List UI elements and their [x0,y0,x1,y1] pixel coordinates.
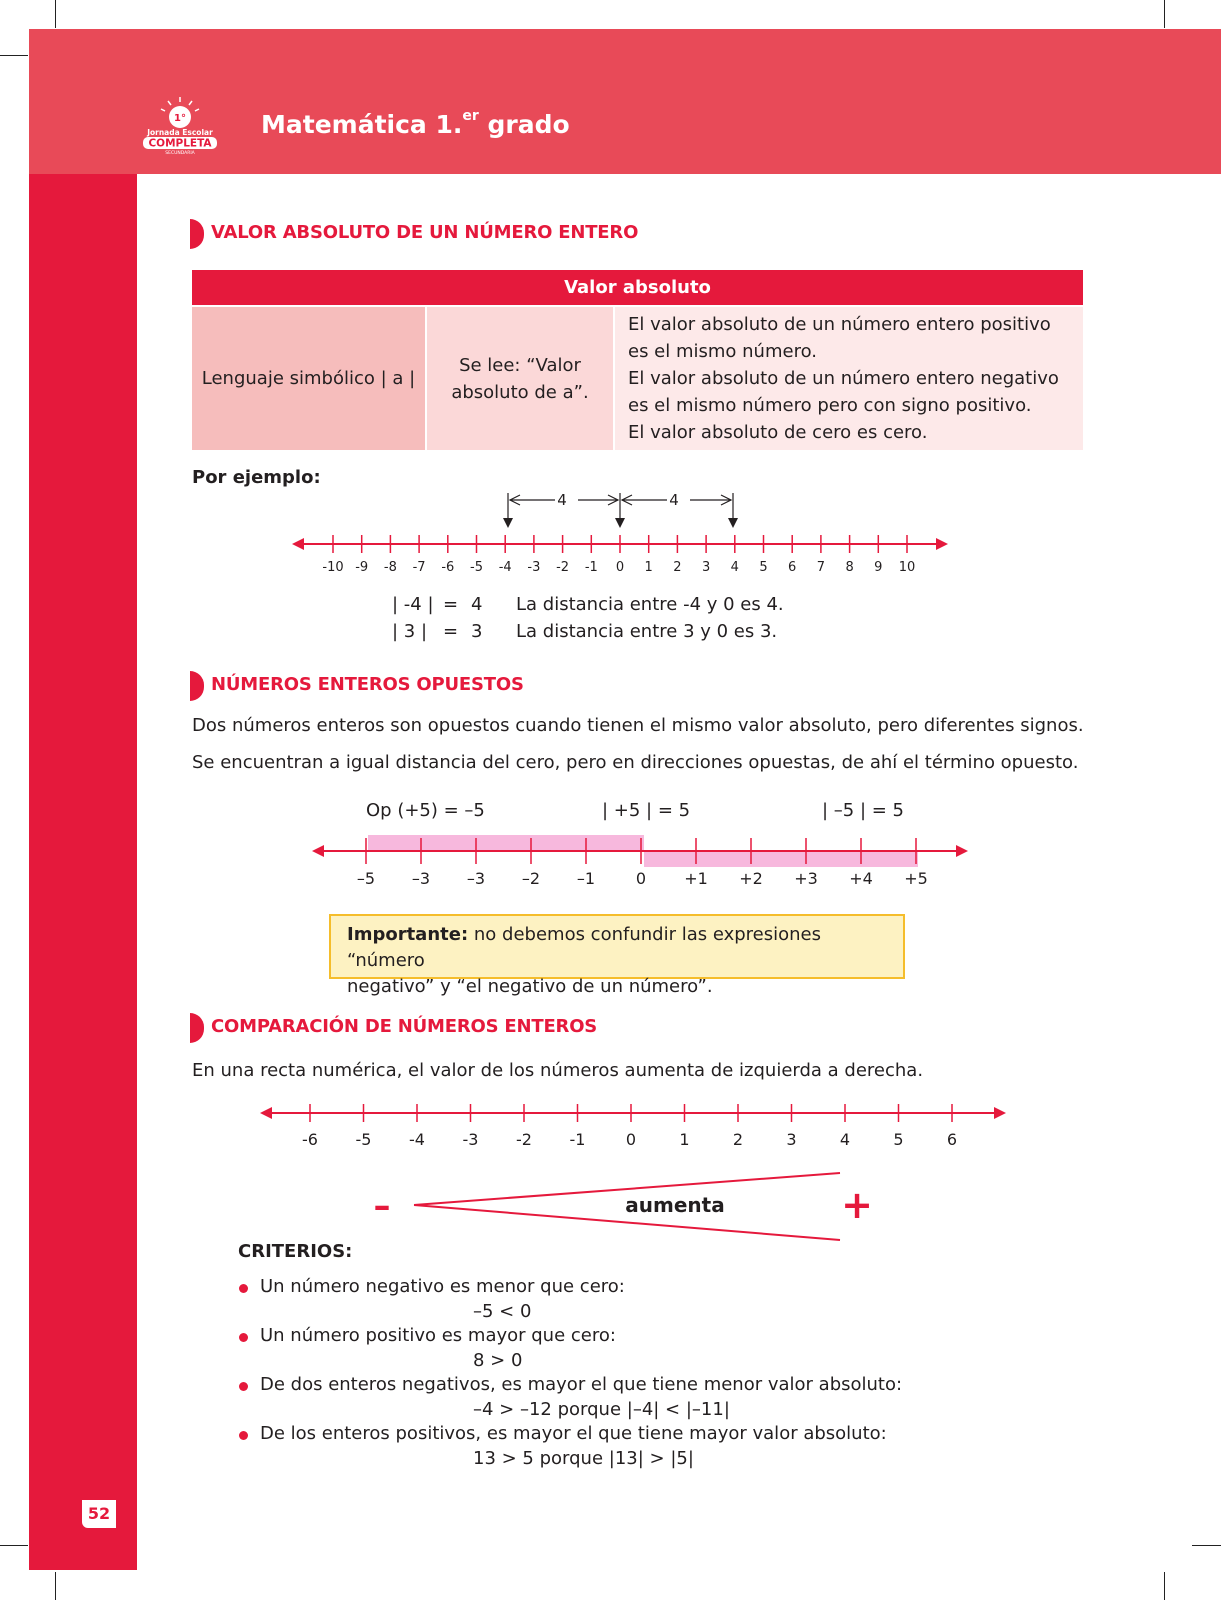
paragraph: Se encuentran a igual distancia del cero, pero en direcciones opuestas, de ahí el término opuesto. [192,752,1079,773]
important-label: Importante: [347,924,469,945]
number-line-label: 9 [874,560,883,575]
section-marker [190,219,204,249]
number-line-label: –2 [521,869,541,888]
example-desc: La distancia entre 3 y 0 es 3. [516,621,778,642]
criterion-text: Un número positivo es mayor que cero: [260,1325,616,1346]
example-desc: La distancia entre -4 y 0 es 4. [516,594,784,615]
number-line-label: +1 [684,869,708,888]
document-title [261,110,570,139]
number-line-label: 8 [845,560,854,575]
number-line-label: +4 [849,869,873,888]
table-cell-definition [615,307,1083,450]
crop-mark [55,1572,56,1600]
number-line-label: 5 [759,560,768,575]
paragraph: Dos números enteros son opuestos cuando tienen el mismo valor absoluto, pero diferentes signos. [192,715,1084,736]
number-line-label: -10 [322,560,344,575]
number-line-label: -9 [355,560,369,575]
number-line-label: –1 [576,869,596,888]
example-label: Por ejemplo: [192,467,321,488]
number-line-label: -5 [355,1130,372,1149]
definition-line: es el mismo número pero con signo positivo. [628,395,1032,416]
number-line-label: 0 [635,869,647,888]
number-line-label: 6 [946,1130,958,1149]
number-line-label: -5 [470,560,483,575]
number-line-label: –3 [411,869,431,888]
bullet-icon [239,1284,248,1293]
example-val: 3 [471,621,483,642]
number-line-label: 4 [730,560,739,575]
number-line-label: -7 [412,560,426,575]
example-eq: = [443,594,459,615]
bullet-icon [239,1382,248,1391]
criteria-title: CRITERIOS: [238,1241,353,1262]
highlight-negative-segment [368,835,644,851]
title-rest: grado [478,110,570,139]
criterion-text: Un número negativo es menor que cero: [260,1276,625,1297]
highlight-positive-segment [644,851,918,867]
crop-mark [1192,1545,1221,1546]
section-marker [190,1013,204,1043]
number-line-label: 0 [615,560,625,575]
plus-sign: + [841,1183,873,1227]
section-marker [190,671,204,701]
criterion-example: 13 > 5 porque |13| > |5| [473,1448,694,1469]
reading-line-1: Se lee: “Valor [459,354,581,376]
logo-badge: 1° [174,113,186,124]
crop-mark [55,0,56,28]
opposites-number-line [310,830,970,890]
section-title-opuestos: NÚMEROS ENTEROS OPUESTOS [211,674,524,695]
distance-label: 4 [669,491,679,509]
minus-sign: – [373,1186,391,1226]
number-line-label: -2 [556,560,570,575]
number-line-label: -6 [302,1130,318,1149]
symbolic-text: Lenguaje simbólico | a | [201,368,416,389]
crop-mark [0,1545,28,1546]
table-cell-symbolic [192,307,425,450]
logo-line-2: COMPLETA [148,137,212,150]
comparison-number-line [258,1100,1008,1150]
important-text: no debemos confundir las expresiones “número [347,924,821,971]
table-header: Valor absoluto [192,270,1083,305]
bullet-icon [239,1431,248,1440]
criterion-text: De dos enteros negativos, es mayor el que tiene menor valor absoluto: [260,1374,903,1395]
important-note [329,914,905,997]
number-line-label: -2 [516,1130,532,1149]
paragraph: En una recta numérica, el valor de los números aumenta de izquierda a derecha. [192,1060,924,1081]
example-eq: = [443,621,459,642]
absolute-negative-label: | –5 | = 5 [822,800,905,821]
bullet-icon [239,1333,248,1342]
section-title-comparacion: COMPARACIÓN DE NÚMEROS ENTEROS [211,1016,598,1037]
jornada-escolar-logo [140,95,220,155]
page-sidebar [29,174,137,1570]
definition-line: El valor absoluto de un número entero positivo [628,314,1051,335]
table-cell-reading [427,307,613,450]
section-title-valor-absoluto: VALOR ABSOLUTO DE UN NÚMERO ENTERO [211,222,639,243]
crop-mark [0,55,28,56]
number-line-label: 2 [673,560,682,575]
criterion-example: –5 < 0 [473,1301,532,1322]
logo-line-1: Jornada Escolar [147,128,213,137]
definition-line: El valor absoluto de un número entero negativo [628,368,1059,389]
distance-label: 4 [557,491,567,509]
number-line-label: -1 [584,560,598,575]
logo-line-3: SECUNDARIA [165,151,195,155]
criterion-text: De los enteros positivos, es mayor el que tiene mayor valor absoluto: [260,1423,887,1444]
number-line-label: 2 [732,1130,744,1149]
important-text: negativo” y “el negativo de un número”. [347,976,713,997]
number-line-label: 10 [898,560,916,575]
number-line-label: -8 [383,560,397,575]
opposite-label: Op (+5) = –5 [366,800,485,821]
number-line-label: 1 [679,1130,690,1149]
criterion-example: –4 > –12 porque |–4| < |–11| [473,1399,730,1420]
absolute-value-number-line [290,488,950,588]
number-line-label: -6 [441,560,455,575]
number-line-label: 6 [788,560,797,575]
definition-line: El valor absoluto de cero es cero. [628,422,928,443]
number-line-label: –3 [466,869,486,888]
example-expr: | 3 | [392,621,428,642]
number-line-label: 3 [701,560,711,575]
number-line-label: -3 [527,560,541,575]
example-expr: | -4 | [392,594,434,615]
number-line-label: -4 [498,560,512,575]
number-line-label: -3 [462,1130,479,1149]
number-line-label: +5 [904,869,928,888]
number-line-label: 3 [786,1130,797,1149]
number-line-label: +3 [794,869,818,888]
number-line-label: 1 [644,560,653,575]
number-line-label: 5 [893,1130,904,1149]
page-number: 52 [82,1500,116,1528]
number-line-label: -4 [409,1130,425,1149]
title-sup: er [462,108,479,124]
definition-line: es el mismo número. [628,341,817,362]
wedge-label: aumenta [625,1193,725,1217]
number-line-label: –5 [356,869,376,888]
example-val: 4 [471,594,483,615]
absolute-positive-label: | +5 | = 5 [602,800,691,821]
reading-line-2: absoluto de a”. [451,381,589,403]
number-line-label: +2 [739,869,763,888]
number-line-label: 4 [839,1130,851,1149]
number-line-label: -1 [569,1130,586,1149]
crop-mark [1164,1572,1165,1600]
number-line-label: 7 [816,560,826,575]
crop-mark [1164,0,1165,28]
title-main: Matemática 1. [261,110,463,139]
criterion-example: 8 > 0 [473,1350,523,1371]
increase-wedge [370,1165,880,1245]
number-line-label: 0 [625,1130,637,1149]
